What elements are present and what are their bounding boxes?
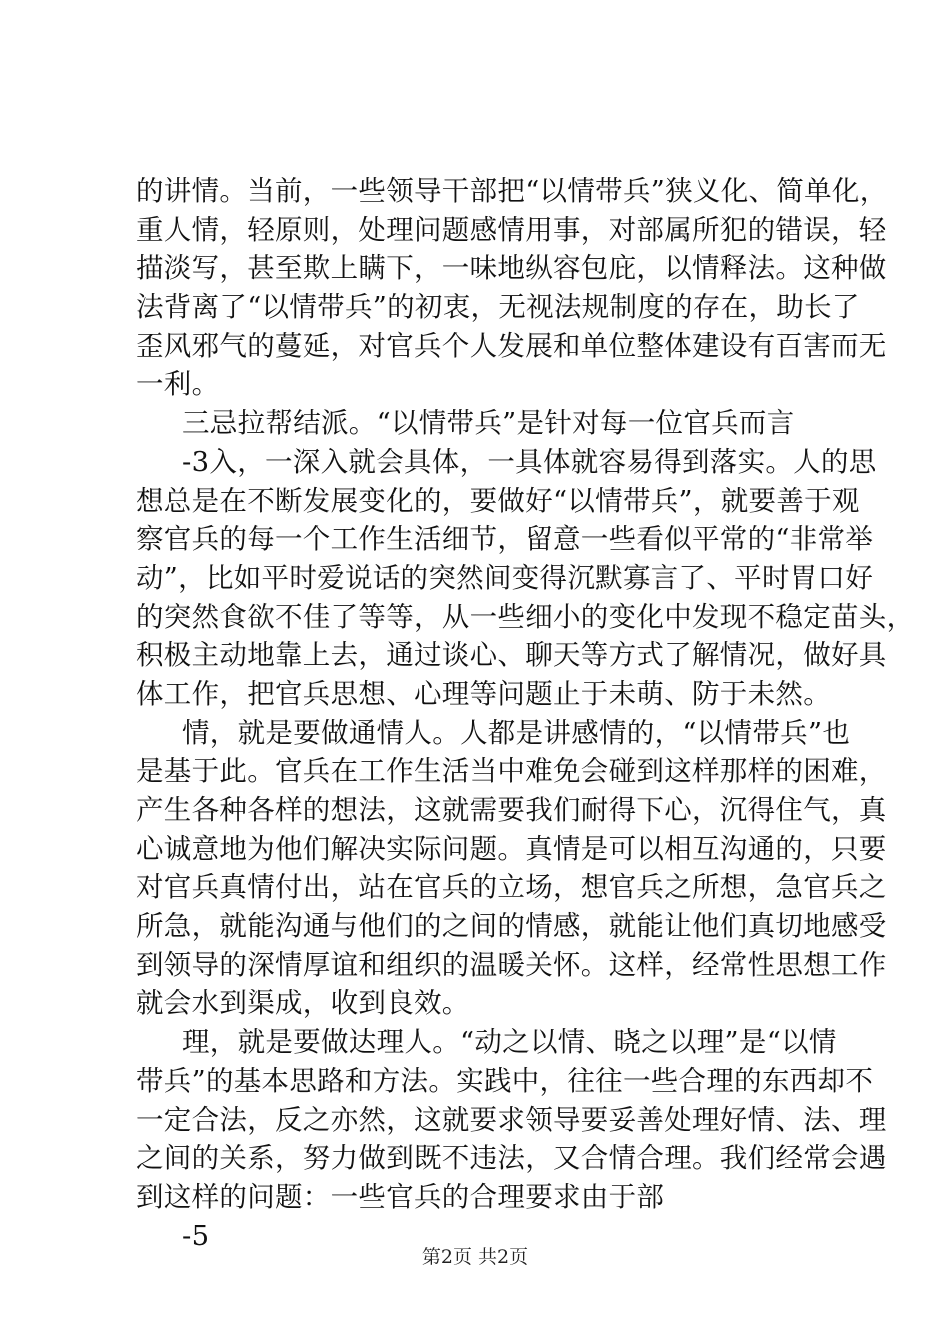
text-line: 之间的关系，努力做到既不违法，又合情合理。我们经常会遇 (136, 1142, 887, 1175)
paragraph-start-line: 三忌拉帮结派。“以情带兵”是针对每一位官兵而言 (182, 407, 795, 440)
text-line: 积极主动地靠上去，通过谈心、聊天等方式了解情况，做好具 (136, 639, 887, 672)
text-line: 一利。 (136, 368, 220, 401)
page-marker-line: -5 (182, 1219, 210, 1252)
text-line: 产生各种各样的想法，这就需要我们耐得下心，沉得住气，真 (136, 794, 887, 826)
text-line: 描淡写，甚至欺上瞒下，一味地纵容包庇，以情释法。这种做 (136, 252, 887, 285)
paragraph-start-line: 情，就是要做通情人。人都是讲感情的，“以情带兵”也 (182, 716, 851, 749)
text-line: 歪风邪气的蔓延，对官兵个人发展和单位整体建设有百害而无 (136, 329, 887, 362)
text-line: 是基于此。官兵在工作生活当中难免会碰到这样那样的困难， (136, 755, 887, 788)
text-line: 重人情，轻原则，处理问题感情用事，对部属所犯的错误，轻 (136, 213, 887, 246)
text-line: 心诚意地为他们解决实际问题。真情是可以相互沟通的，只要 (136, 832, 887, 865)
text-line: 带兵”的基本思路和方法。实践中，往往一些合理的东西却不 (136, 1064, 874, 1097)
text-line: 的讲情。当前，一些领导干部把“以情带兵”狭义化、简单化， (136, 175, 888, 207)
page-footer: 第2页 共2页 (421, 1246, 529, 1268)
paragraph-start-line: 理，就是要做达理人。“动之以情、晓之以理”是“以情 (182, 1026, 837, 1059)
text-line: 想总是在不断发展变化的，要做好“以情带兵”，就要善于观 (136, 484, 860, 517)
text-line: 一定合法，反之亦然，这就要求领导要妥善处理好情、法、理 (136, 1103, 887, 1136)
text-line: 法背离了“以情带兵”的初衷，无视法规制度的存在，助长了 (136, 291, 860, 324)
text-line: 所急，就能沟通与他们的之间的情感，就能让他们真切地感受 (136, 910, 887, 943)
text-line: 的突然食欲不佳了等等，从一些细小的变化中发现不稳定苗头， (136, 600, 915, 633)
text-line: 到领导的深情厚谊和组织的温暖关怀。这样，经常性思想工作 (136, 948, 887, 981)
text-line: 体工作，把官兵思想、心理等问题止于未萌、防于未然。 (136, 677, 831, 710)
document-body (136, 172, 915, 1255)
text-line: 察官兵的每一个工作生活细节，留意一些看似平常的“非常举 (136, 523, 874, 556)
page-marker-line: -3入，一深入就会具体，一具体就容易得到落实。人的思 (182, 445, 877, 478)
text-line: 就会水到渠成，收到良效。 (136, 987, 470, 1020)
text-line: 动”，比如平时爱说话的突然间变得沉默寡言了、平时胃口好 (136, 561, 874, 594)
text-line: 对官兵真情付出，站在官兵的立场，想官兵之所想，急官兵之 (136, 871, 887, 904)
text-line: 到这样的问题：一些官兵的合理要求由于部 (136, 1180, 665, 1213)
